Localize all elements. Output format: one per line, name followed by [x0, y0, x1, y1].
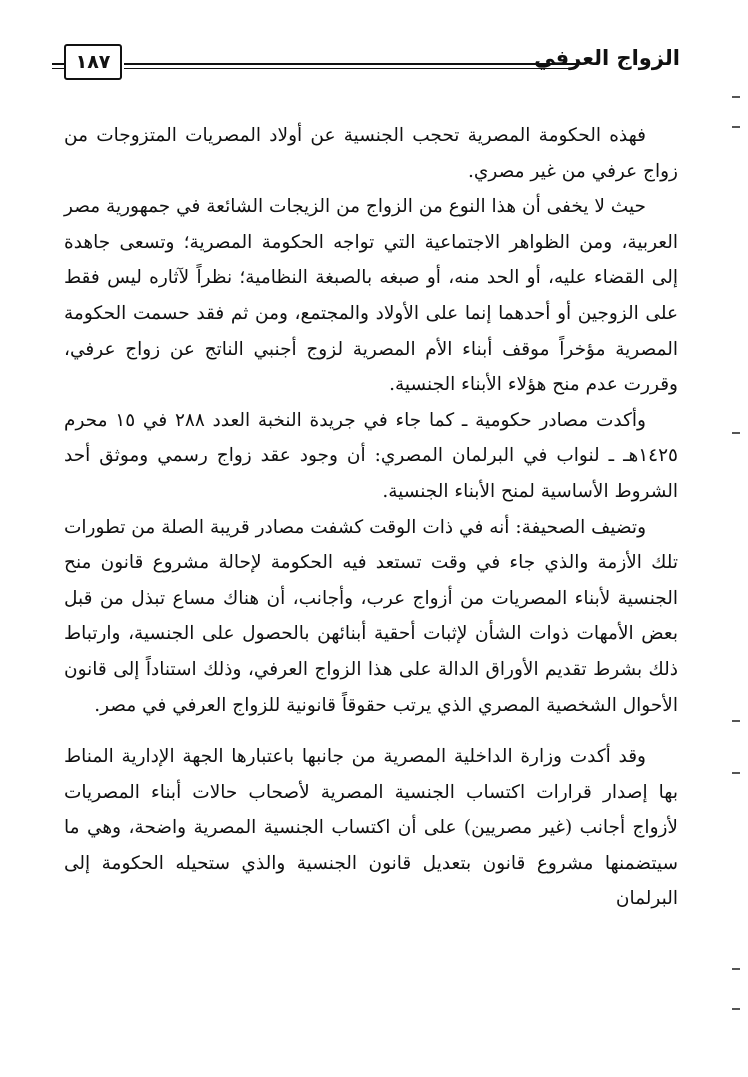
page-number: ١٨٧ — [64, 44, 122, 80]
paragraph-1: فهذه الحكومة المصرية تحجب الجنسية عن أولاد المصريات المتزوجات من زواج عرفي من غير مصري. — [64, 125, 678, 182]
page-body — [64, 118, 678, 917]
header-rule-end — [52, 63, 64, 69]
margin-mark — [732, 772, 740, 774]
scan-margin-marks — [722, 0, 748, 1077]
running-header-title: الزواج العرفي — [534, 46, 680, 70]
paragraph-2: حيث لا يخفى أن هذا النوع من الزواج من الزيجات الشائعة في جمهورية مصر العربية، ومن الظواهر الاجتماعية التي تواجه الحكومة المصرية؛ وتسعى جاهدة إلى القضاء عليه، أو الحد منه، أو صبغه بالصبغة النظامية؛ نظراً لآثاره ليس فقط على الزوجين أو أحدهما إنما على الأولاد والمجتمع، ومن ثم فقد حسمت الحكومة المصرية مؤخراً موقف أبناء الأم المصرية لزوج أجنبي الناتج عن زواج عرفي، وقررت عدم منح هؤلاء الأبناء الجنسية. — [63, 196, 678, 396]
margin-mark — [732, 96, 740, 98]
paragraph-3: وأكدت مصادر حكومية ـ كما جاء في جريدة النخبة العدد ٢٨٨ في ١٥ محرم ١٤٢٥هـ ـ لنواب في البرلمان المصري: أن وجود عقد زواج رسمي وموثق أحد الشروط الأساسية لمنح الأبناء الجنسية. — [64, 409, 678, 502]
margin-mark — [732, 1008, 740, 1010]
paragraph-5: وقد أكدت وزارة الداخلية المصرية من جانبها باعتبارها الجهة الإدارية المناط بها إصدار قرارات اكتساب الجنسية المصرية لأصحاب حالات أبناء المصريات لأزواج أجانب (غير مصريين) على أن اكتساب الجنسية المصرية واضحة، وهي ما سيتضمنها مشروع قانون بتعديل قانون الجنسية والذي ستحيله الحكومة إلى البرلمان — [64, 746, 678, 910]
running-header — [52, 40, 684, 84]
margin-mark — [732, 968, 740, 970]
margin-mark — [732, 126, 740, 128]
margin-mark — [732, 432, 740, 434]
margin-mark — [732, 720, 740, 722]
header-rule — [124, 63, 576, 69]
paragraph-4: وتضيف الصحيفة: أنه في ذات الوقت كشفت مصادر قريبة الصلة من تطورات تلك الأزمة والذي جاء في وقت تستعد فيه الحكومة لإحالة مشروع قانون منح الجنسية لأبناء المصريات من أزواج عرب، وأجانب، أن هناك مساع تبذل من قبل بعض الأمهات ذوات الشأن لإثبات أحقية أبنائهن بالحصول على الجنسية، وارتباط ذلك بشرط تقديم الأوراق الدالة على هذا الزواج العرفي، وذلك استناداً إلى قانون الأحوال الشخصية المصري الذي يرتب حقوقاً قانونية للزواج العرفي في مصر. — [64, 516, 678, 716]
